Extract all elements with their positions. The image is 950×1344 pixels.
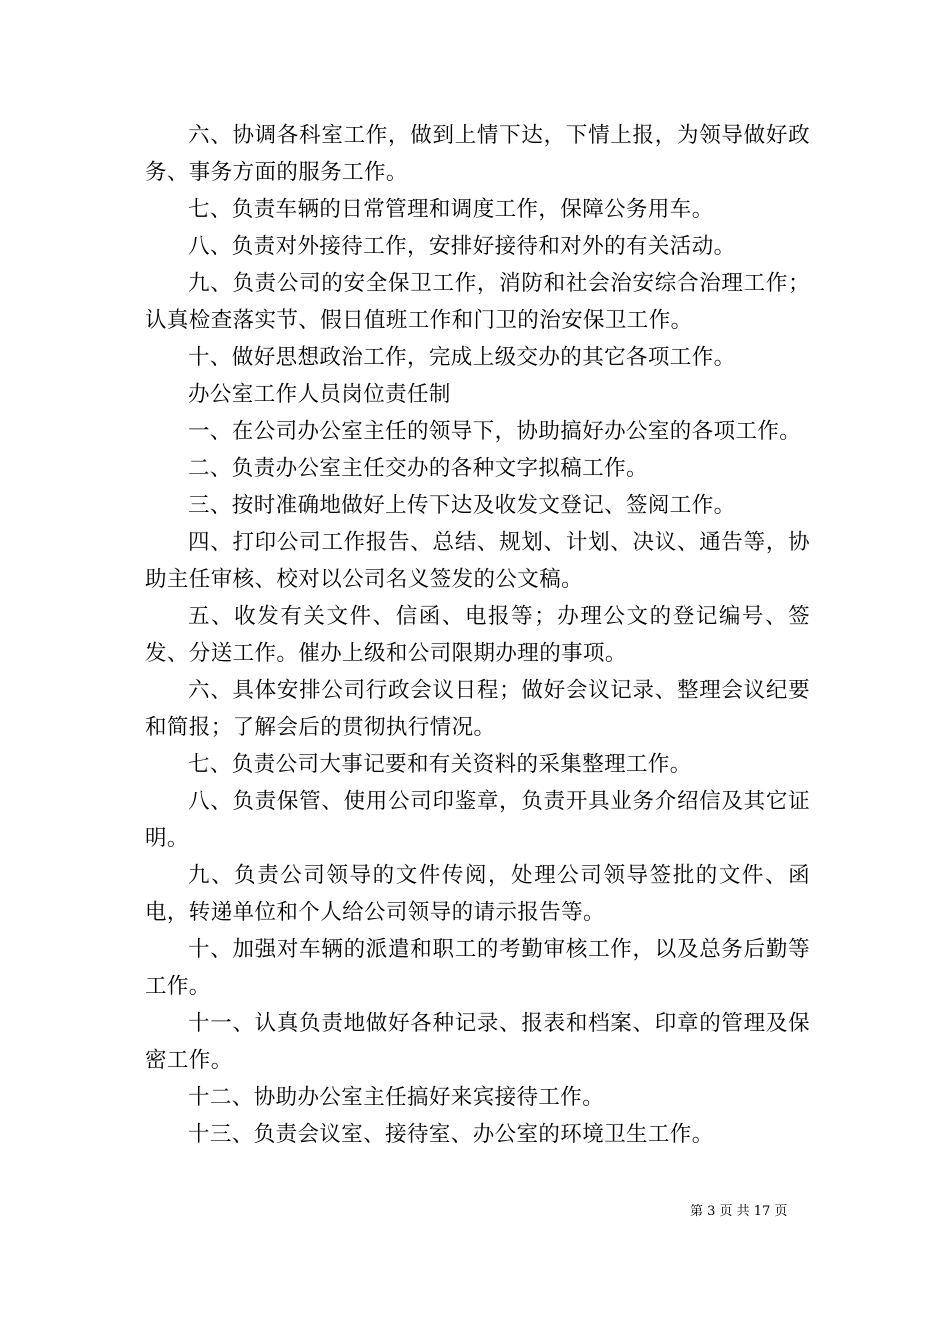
paragraph-security-work: 九、负责公司的安全保卫工作，消防和社会治安综合治理工作；认真检查落实节、假日值班工作和门卫的治安保卫工作。 bbox=[145, 271, 810, 333]
paragraph-major-events-records: 七、负责公司大事记要和有关资料的采集整理工作。 bbox=[188, 752, 692, 777]
paragraph-receive-documents: 五、收发有关文件、信函、电报等；办理公文的登记编号、签发、分送工作。催办上级和公司限期办理的事项。 bbox=[145, 604, 810, 666]
page-number-label: 第 3 页 共 17 页 bbox=[690, 1204, 788, 1219]
paragraph-company-seal: 八、负责保管、使用公司印鉴章，负责开具业务介绍信及其它证明。 bbox=[145, 789, 810, 851]
paragraph-printing-reports: 四、打印公司工作报告、总结、规划、计划、决议、通告等，协助主任审核、校对以公司名义签发的公文稿。 bbox=[145, 530, 810, 592]
paragraph-vehicle-management: 七、负责车辆的日常管理和调度工作，保障公务用车。 bbox=[188, 197, 714, 222]
section-heading-staff-responsibility: 办公室工作人员岗位责任制 bbox=[188, 382, 451, 407]
document-body bbox=[145, 117, 810, 1153]
paragraph-political-work: 十、做好思想政治工作，完成上级交办的其它各项工作。 bbox=[188, 345, 736, 370]
paragraph-drafting-work: 二、负责办公室主任交办的各种文字拟稿工作。 bbox=[188, 456, 648, 481]
page-number-footer bbox=[690, 1203, 830, 1221]
paragraph-external-reception: 八、负责对外接待工作，安排好接待和对外的有关活动。 bbox=[188, 234, 736, 259]
paragraph-vehicle-attendance: 十、加强对车辆的派遣和职工的考勤审核工作，以及总务后勤等工作。 bbox=[145, 937, 810, 999]
paragraph-environment-hygiene: 十三、负责会议室、接待室、办公室的环境卫生工作。 bbox=[188, 1122, 714, 1147]
paragraph-assist-director: 一、在公司办公室主任的领导下，协助搞好办公室的各项工作。 bbox=[188, 419, 802, 444]
paragraph-guest-reception: 十二、协助办公室主任搞好来宾接待工作。 bbox=[188, 1085, 605, 1110]
paragraph-meeting-schedule: 六、具体安排公司行政会议日程；做好会议记录、整理会议纪要和简报；了解会后的贯彻执行情况。 bbox=[145, 678, 810, 740]
paragraph-records-archives: 十一、认真负责地做好各种记录、报表和档案、印章的管理及保密工作。 bbox=[145, 1011, 810, 1073]
paragraph-coordinate-departments: 六、协调各科室工作，做到上情下达，下情上报，为领导做好政务、事务方面的服务工作。 bbox=[145, 123, 810, 185]
paragraph-document-circulation: 九、负责公司领导的文件传阅，处理公司领导签批的文件、函电，转递单位和个人给公司领导的请示报告等。 bbox=[145, 863, 810, 925]
paragraph-document-registration: 三、按时准确地做好上传下达及收发文登记、签阅工作。 bbox=[188, 493, 736, 518]
